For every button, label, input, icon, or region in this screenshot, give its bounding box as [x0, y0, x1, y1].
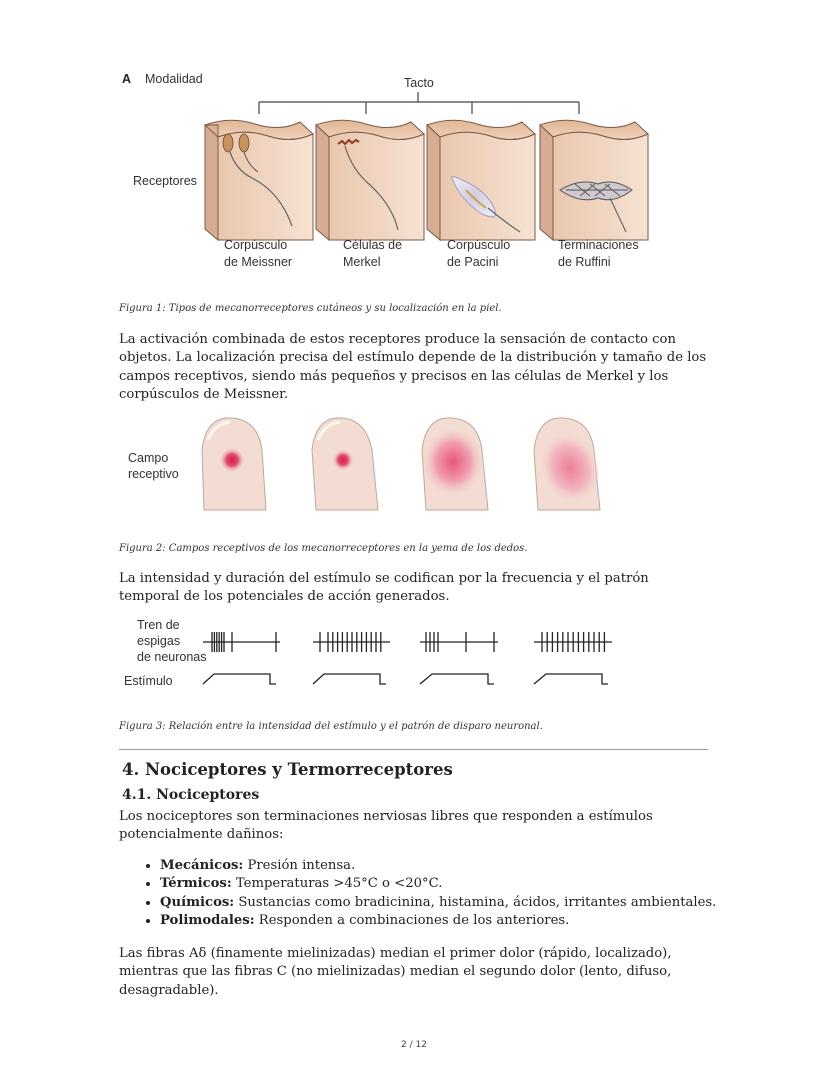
fibers-paragraph — [119, 945, 709, 1000]
panel-letter: A — [122, 72, 132, 86]
section-title: 4. Nociceptores y Termorreceptores — [122, 760, 453, 779]
bullet-term: Mecánicos: — [160, 858, 244, 873]
receptor-label-4b: de Ruffini — [558, 255, 611, 269]
bullet-term: Térmicos: — [160, 876, 232, 892]
bullet-text: Sustancias como bradicinina, histamina, ácidos, irritantes ambientales. — [234, 894, 717, 910]
stimulus-type-list — [140, 857, 740, 930]
bullet-text: Presión intensa. — [243, 858, 356, 873]
stimulus-traces — [203, 674, 608, 684]
receptor-label-3b: de Pacini — [447, 255, 499, 269]
figure-2-label-line2: receptivo — [128, 467, 179, 481]
skin-block-merkel — [316, 120, 424, 240]
receptor-label-4a: Terminaciones — [558, 238, 639, 252]
figure-3-caption: Figura 3: Relación entre la intensidad del estímulo y el patrón de disparo neuronal. — [119, 721, 543, 732]
row-label-receptores: Receptores — [133, 174, 197, 188]
figure-3-stimulus-label: Estímulo — [124, 674, 173, 688]
skin-block-ruffini — [540, 120, 648, 240]
bullet-text: Temperaturas >45°C o <20°C. — [231, 876, 443, 892]
paragraph-intensity — [119, 570, 709, 607]
figure-2-receptive-fields — [0, 410, 828, 540]
skin-block-pacini — [427, 120, 535, 240]
bullet-term: Químicos: — [160, 894, 235, 910]
subsection-title: 4.1. Nociceptores — [122, 787, 260, 803]
receptor-label-1b: de Meissner — [224, 255, 293, 269]
figure-1-caption: Figura 1: Tipos de mecanorreceptores cutáneos y su localización en la piel. — [119, 303, 502, 314]
skin-block-meissner — [205, 120, 313, 240]
figure-3-train-label-2: espigas — [137, 634, 181, 648]
receptor-label-2a: Células de — [343, 238, 403, 252]
list-item — [160, 894, 740, 912]
figure-3-spike-trains — [0, 612, 828, 702]
bullet-term: Polimodales: — [160, 912, 255, 928]
list-item — [160, 912, 740, 930]
figure-2-label-line1: Campo — [128, 451, 169, 465]
paragraph-2-text: La intensidad y duración del estímulo se codifican por la frecuencia y el patrón temporal de los potenciales de acción generados. — [119, 571, 649, 605]
fingertip-meissner — [312, 418, 378, 510]
spike-train-group — [203, 632, 612, 652]
page-number: 2 / 12 — [401, 1040, 427, 1050]
fibers-paragraph-text: Las fibras Aδ (finamente mielinizadas) median el primer dolor (rápido, localizado), mientras que las fibras C (no mielinizadas) median el segundo dolor (lento, difuso, desagradable). — [119, 946, 672, 998]
receptor-label-1a: Corpúsculo — [224, 238, 288, 252]
paragraph-1-text: La activación combinada de estos receptores produce la sensación de contacto con objetos. La localización precisa del estímulo depende de la distribución y tamaño de los campos receptivos, siendo más pequeños y precisos en las células de Merkel y los corpúsculos de Meissner. — [119, 332, 707, 402]
figure-3-train-label-3: de neuronas — [137, 650, 207, 664]
list-item — [160, 857, 740, 875]
paragraph-receptive-fields — [119, 331, 709, 404]
fingertip-ruffini — [529, 418, 611, 514]
bullet-text: Responden a combinaciones de los anteriores. — [254, 912, 570, 928]
figure-1-mechanoreceptors — [0, 0, 828, 300]
figure-3-train-label-1: Tren de — [137, 618, 180, 632]
tree-bracket — [259, 92, 579, 114]
tree-root-label: Tacto — [404, 76, 434, 90]
figure-2-caption: Figura 2: Campos receptivos de los mecanorreceptores en la yema de los dedos. — [119, 543, 528, 554]
nociceptor-intro — [119, 808, 709, 845]
fingertip-merkel — [202, 418, 266, 510]
nociceptor-intro-text: Los nociceptores son terminaciones nerviosas libres que responden a estímulos potencialmente dañinos: — [119, 809, 653, 843]
fingertip-pacini — [421, 418, 488, 510]
list-item — [160, 875, 740, 893]
panel-title: Modalidad — [145, 72, 203, 86]
receptor-label-2b: Merkel — [343, 255, 381, 269]
section-divider — [119, 749, 708, 750]
receptor-label-3a: Corpúsculo — [447, 238, 511, 252]
